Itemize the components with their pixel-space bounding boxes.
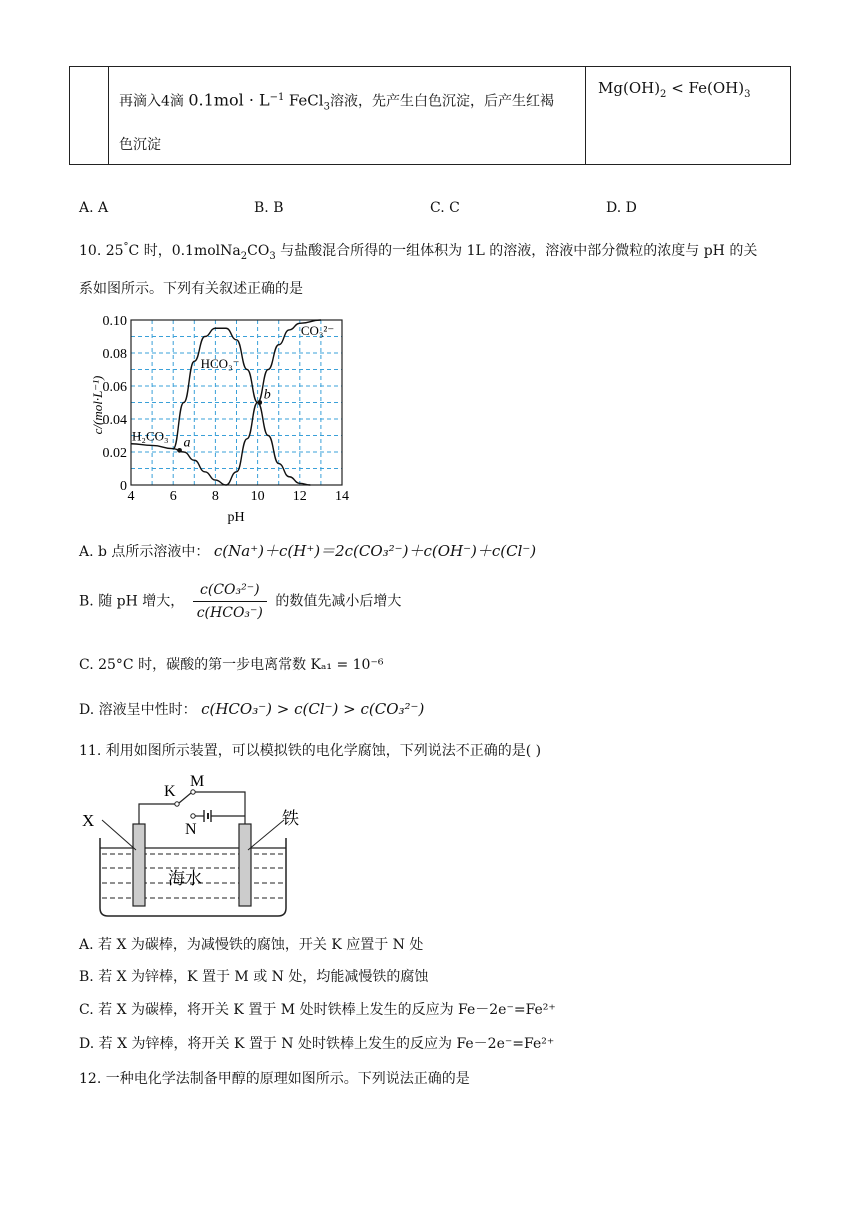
q9-option-b[interactable]: B. B (254, 200, 284, 216)
conclusion-mgoh: Mg(OH) (598, 79, 661, 97)
y-tick-label: 0.06 (102, 380, 127, 395)
chart-xlabel: pH (227, 510, 245, 525)
series-name-label: H₂CO₃ (132, 428, 169, 444)
series-name-label: CO₃²⁻ (300, 322, 335, 338)
q10-option-b-fraction (193, 582, 267, 621)
q11-option-c[interactable]: C. 若 X 为碳棒，将开关 K 置于 M 处时铁棒上发生的反应为 Fe－2e⁻=Fe²⁺ (79, 1002, 556, 1018)
series-line (173, 328, 310, 485)
x-tick-label: 4 (127, 489, 135, 504)
switch-pivot (175, 802, 179, 806)
q10-option-d-expr: c(HCO₃⁻) > c(Cl⁻) > c(CO₃²⁻) (201, 700, 425, 718)
label-n: N (185, 821, 197, 838)
table-cell-empty (70, 67, 109, 165)
corrosion-apparatus-diagram (80, 768, 310, 920)
x-tick-label: 14 (335, 489, 349, 504)
fecl-sub: 3 (323, 101, 330, 113)
wire-x (139, 804, 175, 824)
q10-stem-a: 10. 25 (79, 243, 124, 259)
q10-stem-sub: 2 (240, 250, 248, 262)
q9-option-a[interactable]: A. A (79, 200, 109, 216)
contact-m (191, 790, 195, 794)
electrode-iron (239, 824, 251, 906)
x-tick-label: 10 (250, 489, 265, 504)
q10-option-a-expr: c(Na⁺)＋c(H⁺)＝2c(CO₃²⁻)＋c(OH⁻)＋c(Cl⁻) (213, 542, 537, 560)
table-cell-operation (109, 67, 586, 165)
concentration-ph-chart (90, 305, 360, 527)
q11-option-b[interactable]: B. 若 X 为锌棒，K 置于 M 或 N 处，均能减慢铁的腐蚀 (79, 969, 429, 985)
switch-k[interactable] (179, 793, 191, 803)
electrode-x (133, 824, 145, 906)
q10-stem-sub2: 3 (269, 250, 276, 262)
y-tick-label: 0.04 (102, 413, 127, 428)
table-cell-conclusion (586, 67, 791, 165)
series-name-label: HCO₃⁻ (200, 355, 240, 371)
q9-option-c[interactable]: C. C (430, 200, 460, 216)
label-m: M (190, 773, 205, 790)
chart-labels (132, 323, 334, 453)
operation-text: 再滴入4滴 (119, 93, 184, 110)
q10-stem-d: 与盐酸混合所得的一组体积为 1L 的溶液，溶液中部分微粒的浓度与 pH 的关 (275, 243, 758, 259)
conclusion-feoh: Fe(OH) (688, 79, 745, 97)
fecl-formula: FeCl (288, 91, 324, 110)
concentration-text: 0.1mol · L (188, 90, 270, 110)
q10-stem-line2: 系如图所示。下列有关叙述正确的是 (79, 281, 303, 297)
leader-x (102, 820, 136, 850)
contact-n (191, 814, 195, 818)
chart-grid (131, 320, 342, 485)
q10-option-b-suffix: 的数值先减小后增大 (275, 593, 402, 610)
operation-text-2: 溶液，先产生白色沉淀，后产生红褐 (329, 93, 554, 110)
q10-stem-c: CO (247, 243, 270, 259)
x-tick-label: 6 (169, 489, 177, 504)
y-tick-label: 0.02 (102, 446, 127, 461)
q10-stem-deg: ° (123, 241, 129, 253)
y-tick-label: 0 (120, 479, 127, 494)
q11-option-d[interactable]: D. 若 X 为锌棒，将开关 K 置于 N 处时铁棒上发生的反应为 Fe－2e⁻=Fe²⁺ (79, 1036, 555, 1052)
q10-option-b-prefix: B. 随 pH 增大， (79, 593, 185, 610)
y-tick-label: 0.10 (102, 314, 127, 329)
conclusion-mgoh-sub: 2 (660, 89, 667, 100)
point-label: b (263, 387, 271, 403)
q10-option-c[interactable]: C. 25°C 时，碳酸的第一步电离常数 Kₐ₁ = 10⁻⁶ (79, 657, 384, 673)
label-k: K (164, 783, 176, 800)
label-x: X (82, 811, 95, 830)
q12-stem: 12. 一种电化学法制备甲醇的原理如图所示。下列说法正确的是 (79, 1071, 470, 1087)
point-marker (177, 448, 182, 453)
q9-option-d[interactable]: D. D (606, 200, 637, 216)
wire-m (195, 792, 245, 824)
label-seawater: 海水 (168, 869, 202, 888)
conclusion-lt: < (666, 79, 689, 97)
chart-ylabel: c/(mol·L⁻¹) (90, 375, 105, 435)
y-tick-label: 0.08 (102, 347, 127, 362)
q11-option-a[interactable]: A. 若 X 为碳棒，为减慢铁的腐蚀，开关 K 应置于 N 处 (79, 937, 424, 953)
q11-stem: 11. 利用如图所示装置，可以模拟铁的电化学腐蚀，下列说法不正确的是( ) (79, 743, 542, 759)
q10-option-a-prefix: A. b 点所示溶液中： (79, 544, 210, 560)
label-iron: 铁 (282, 809, 299, 828)
point-label: a (183, 435, 191, 451)
q10-option-d-prefix: D. 溶液呈中性时： (79, 702, 197, 718)
x-tick-label: 12 (292, 489, 307, 504)
fraction-numerator: c(CO₃²⁻) (193, 582, 267, 602)
q10-stem-b: C 时，0.1molNa (128, 243, 241, 259)
fraction-denominator: c(HCO₃⁻) (196, 605, 263, 621)
experiment-table-row (69, 66, 791, 165)
q10-stem-line1 (79, 240, 757, 262)
conclusion-feoh-sub: 3 (744, 89, 751, 100)
x-tick-label: 8 (211, 489, 219, 504)
chart-ticks (103, 314, 350, 504)
operation-text-3: 色沉淀 (119, 137, 161, 154)
leader-iron (248, 820, 284, 850)
q10-option-a[interactable] (79, 540, 536, 561)
point-marker (257, 400, 262, 405)
q10-option-d[interactable] (79, 699, 424, 719)
concentration-sup: −1 (269, 92, 285, 103)
q10-option-b[interactable] (79, 582, 401, 621)
